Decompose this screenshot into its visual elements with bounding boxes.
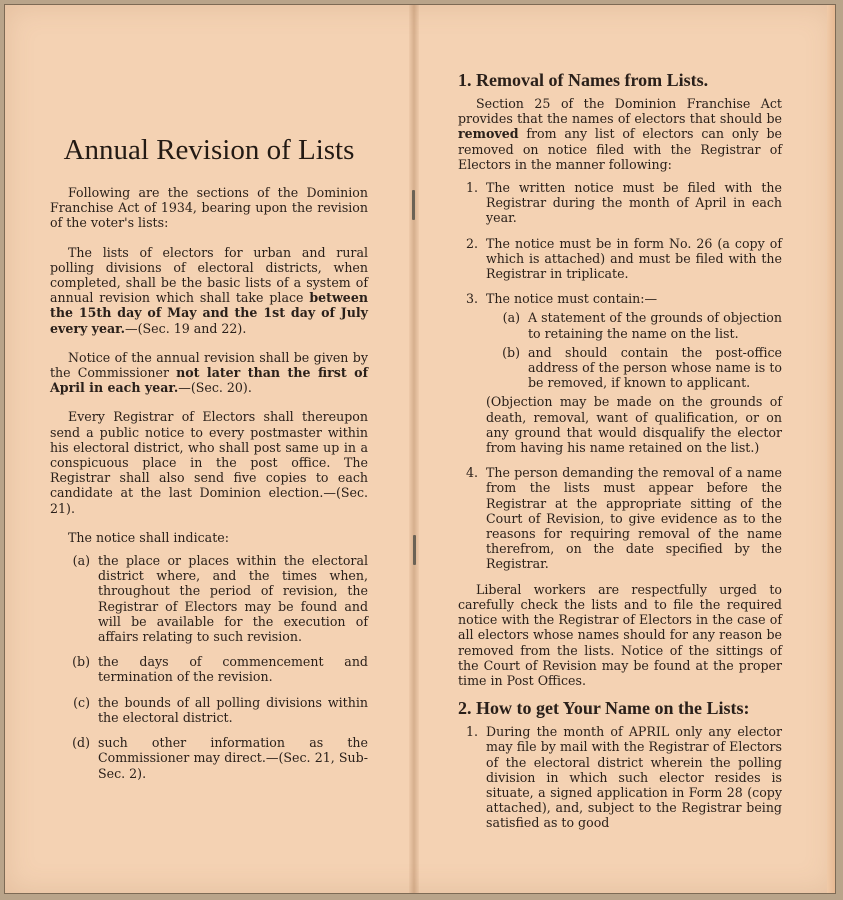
p1-text: The lists of electors for urban and rural polling divisions of electoral districts, when completed, shall be the basic lists of a system of annual revision which shall take place bbox=[50, 244, 368, 306]
list-item bbox=[458, 724, 782, 830]
item-label: 3. bbox=[465, 291, 478, 307]
item-text: During the month of APRIL only any elector may file by mail with the Registrar of Electors of the electoral district wherein the polling division in which such elector resides is situate, a signed application in Form 28 (copy attached), and, subject to the Registrar being satisfied as to good bbox=[486, 724, 782, 831]
paragraph-registrar: Every Registrar of Electors shall thereupon send a public notice to every postmaster within his electoral district, who shall post same up in a conspicuous place in the post office. The Registrar shall also send five copies to each candidate at the last Dominion election.—(Sec. 21). bbox=[50, 409, 368, 516]
list-item bbox=[458, 465, 782, 571]
item-text: the bounds of all polling divisions within the electoral district. bbox=[98, 694, 368, 725]
sub-item-label: (b) bbox=[502, 344, 520, 360]
item-text: The person demanding the removal of a name from the lists must appear before the Registrar at the appropriate sitting of the Court of Revision, to give evidence as to the reasons for requiring removal of the name therefrom, on the date specified by the Registrar. bbox=[486, 465, 782, 572]
list-item bbox=[70, 654, 368, 684]
staple-top bbox=[412, 190, 415, 220]
paragraph-notice bbox=[50, 350, 368, 396]
list-item bbox=[458, 236, 782, 282]
removal-intro bbox=[458, 96, 782, 172]
item-label: 4. bbox=[465, 465, 478, 481]
removal-intro-bold: removed bbox=[458, 126, 519, 142]
item-label: (c) bbox=[73, 694, 90, 710]
right-page bbox=[458, 70, 782, 841]
intro-paragraph: Following are the sections of the Dominion Franchise Act of 1934, bearing upon the revision of the voter's lists: bbox=[50, 185, 368, 231]
list-item bbox=[70, 553, 368, 644]
p1-bold: between the 15th day of May and the 1st day of July every year. bbox=[50, 290, 368, 336]
list-item bbox=[458, 180, 782, 226]
left-page bbox=[50, 133, 368, 791]
p2-text: Notice of the annual revision shall be given by the Commissioner bbox=[50, 349, 368, 381]
sub-item bbox=[486, 345, 782, 391]
paragraph-revision-period bbox=[50, 245, 368, 336]
staple-bottom bbox=[413, 535, 416, 565]
item-label: 2. bbox=[465, 235, 478, 251]
list-item bbox=[70, 735, 368, 781]
page-edge bbox=[827, 5, 835, 893]
sub-item bbox=[486, 310, 782, 340]
item-label: 1. bbox=[465, 180, 478, 196]
page-title: Annual Revision of Lists bbox=[63, 134, 355, 166]
sub-item-text: and should contain the post-office address of the person whose name is to be removed, if known to applicant. bbox=[528, 344, 782, 391]
removal-intro-rest: from any list of electors can only be removed on notice filed with the Registrar of Electors in the manner following: bbox=[458, 126, 782, 172]
item-label: (d) bbox=[72, 735, 90, 751]
item-text: The notice must be in form No. 26 (a copy of which is attached) and must be filed with the Registrar in triplicate. bbox=[486, 235, 782, 282]
paragraph-notice-indicate: The notice shall indicate: bbox=[68, 529, 229, 545]
item-text: the place or places within the electoral district where, and the times when, throughout the period of revision, the Registrar of Electors may be found and will be available for the execution of affairs relating to such revision. bbox=[98, 553, 368, 645]
item-text: the days of commencement and termination of the revision. bbox=[98, 654, 368, 685]
item-text: such other information as the Commissioner may direct.—(Sec. 21, Sub-Sec. 2). bbox=[98, 735, 368, 781]
document-page bbox=[4, 4, 836, 894]
notice-list bbox=[70, 553, 368, 781]
list-item bbox=[70, 695, 368, 725]
item-label: (b) bbox=[72, 654, 90, 670]
sub-item-label: (a) bbox=[502, 310, 520, 326]
list-item bbox=[458, 291, 782, 455]
center-fold bbox=[409, 5, 419, 893]
item-body bbox=[486, 291, 782, 455]
removal-intro-text: Section 25 of the Dominion Franchise Act provides that the names of electors that should be bbox=[458, 96, 782, 127]
p2-bold: not later than the first of April in each year. bbox=[50, 365, 368, 396]
sub-item-text: A statement of the grounds of objection to retaining the name on the list. bbox=[528, 310, 782, 341]
objection-note: (Objection may be made on the grounds of death, removal, want of qualification, or on any ground that would disqualify the elector from having his name retained on the list.) bbox=[486, 394, 782, 456]
item-text: The written notice must be filed with the Registrar during the month of April in each year. bbox=[486, 180, 782, 226]
liberal-workers-paragraph: Liberal workers are respectfully urged to carefully check the lists and to file the required notice with the Registrar of Electors in the case of all electors whose names should for any reason be removed from the lists. Notice of the sittings of the Court of Revision may be found at the proper time in Post Offices. bbox=[458, 581, 782, 688]
p2-ref: —(Sec. 20). bbox=[178, 380, 252, 396]
section-heading-get-name: 2. How to get Your Name on the Lists: bbox=[458, 698, 750, 719]
item-label: 1. bbox=[465, 724, 478, 740]
item-label: (a) bbox=[72, 553, 90, 569]
item-text: The notice must contain:— bbox=[486, 291, 658, 307]
p1-ref: —(Sec. 19 and 22). bbox=[125, 320, 247, 336]
removal-list bbox=[458, 180, 782, 572]
section-heading-removal: 1. Removal of Names from Lists. bbox=[458, 70, 709, 90]
